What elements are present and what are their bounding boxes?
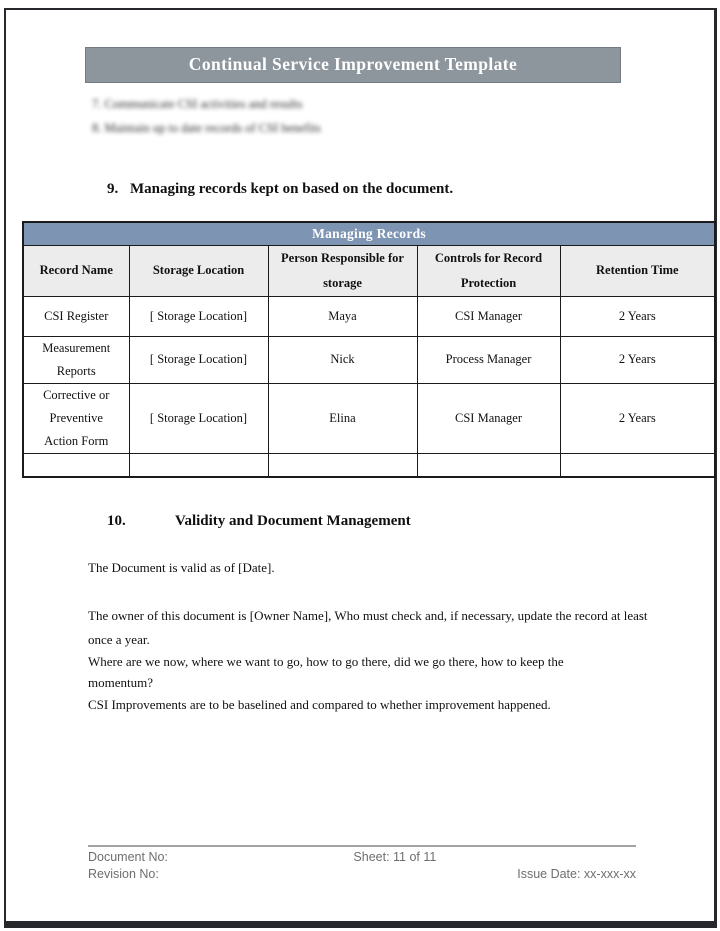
paragraph-where-are-we: Where are we now, where we want to go, how to go there, did we go there, how to keep the momentum? [88, 654, 564, 690]
column-header-storage-location: Storage Location [129, 245, 268, 296]
column-header-record-name: Record Name [23, 245, 129, 296]
blurred-list-item-2: 8. Maintain up to date records of CSI benefits [92, 121, 321, 135]
column-header-controls: Controls for Record Protection [417, 245, 560, 296]
section-9-heading [107, 181, 453, 198]
blurred-list-item-1: 7. Communicate CSI activities and results [92, 97, 303, 111]
table-header-row [23, 245, 715, 296]
section-10-heading [107, 513, 411, 530]
table-row [23, 296, 715, 336]
column-header-person-responsible: Person Responsible for storage [268, 245, 417, 296]
cell-storage-location: [ Storage Location] [129, 383, 268, 453]
page-title: Continual Service Improvement Template [188, 54, 518, 74]
cell-person: Nick [268, 336, 417, 383]
table-row [23, 336, 715, 383]
cell-controls: CSI Manager [417, 296, 560, 336]
table-row-empty [23, 453, 715, 477]
cell-controls: CSI Manager [417, 383, 560, 453]
table-row [23, 383, 715, 453]
cell-storage-location: [ Storage Location] [129, 336, 268, 383]
cell-retention: 2 Years [560, 336, 715, 383]
cell-record-name: Corrective or Preventive Action Form [23, 383, 129, 453]
cell-person: Maya [268, 296, 417, 336]
managing-records-table [22, 221, 716, 478]
title-banner [85, 47, 621, 83]
cell-record-name [23, 453, 129, 477]
cell-record-name: Measurement Reports [23, 336, 129, 383]
cell-controls [417, 453, 560, 477]
cell-storage-location [129, 453, 268, 477]
cell-retention [560, 453, 715, 477]
cell-controls: Process Manager [417, 336, 560, 383]
footer-divider [88, 845, 636, 847]
footer-row-2 [88, 867, 636, 884]
page-footer [88, 845, 636, 884]
cell-record-name: CSI Register [23, 296, 129, 336]
table-caption: Managing Records [23, 222, 715, 245]
cell-person: Elina [268, 383, 417, 453]
paragraph-csi-improvements: CSI Improvements are to be baselined and compared to whether improvement happened. [88, 697, 551, 712]
table-caption-row [23, 222, 715, 245]
section-10-number: 10. [107, 513, 126, 529]
sheet-number-label: Sheet: 11 of 11 [353, 850, 437, 864]
cell-retention: 2 Years [560, 383, 715, 453]
column-header-retention-time: Retention Time [560, 245, 715, 296]
cell-storage-location: [ Storage Location] [129, 296, 268, 336]
section-9-title: Managing records kept on based on the document. [130, 181, 454, 197]
section-9-number: 9. [107, 181, 119, 197]
paragraph-validity-date: The Document is valid as of [Date]. [88, 560, 275, 575]
document-no-label: Document No: [88, 850, 168, 864]
cell-retention: 2 Years [560, 296, 715, 336]
issue-date-label: Issue Date: xx-xxx-xx [517, 867, 636, 881]
footer-row-1 [88, 850, 636, 867]
revision-no-label: Revision No: [88, 867, 159, 881]
document-page [4, 8, 717, 928]
paragraph-owner: The owner of this document is [Owner Name], Who must check and, if necessary, update the record at least once a year. [88, 608, 648, 647]
section-10-title: Validity and Document Management [175, 513, 411, 529]
cell-person [268, 453, 417, 477]
